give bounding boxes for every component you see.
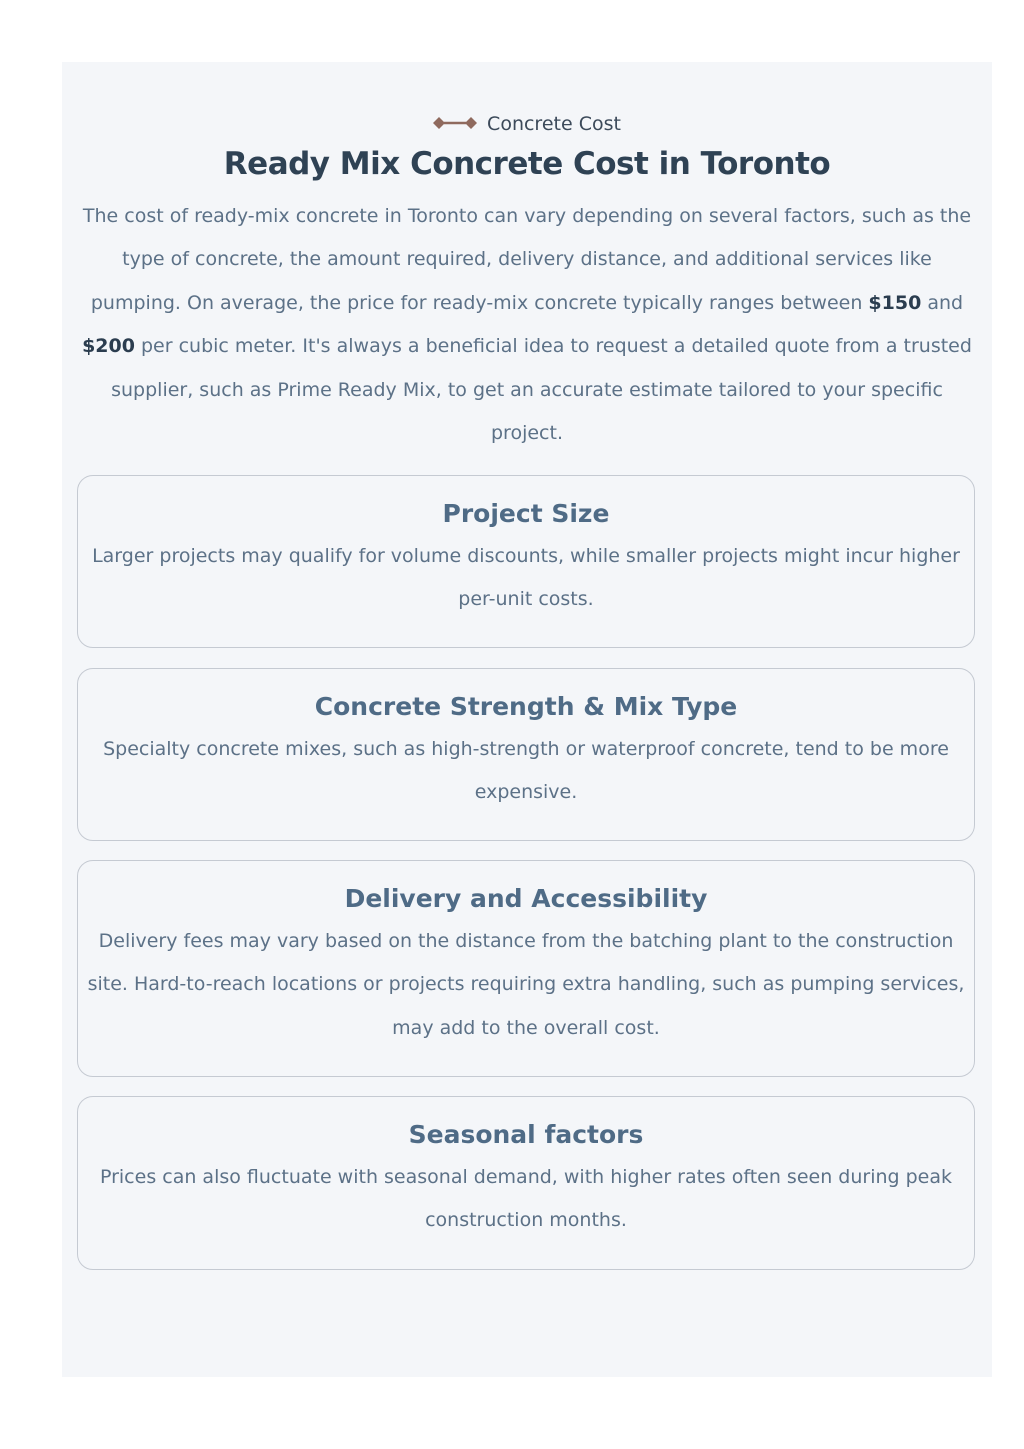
- eyebrow-label: Concrete Cost: [487, 113, 621, 135]
- price-low: $150: [868, 291, 922, 314]
- factor-card-description: Prices can also fluctuate with seasonal demand, with higher rates often seen during peak construction months.: [99, 1166, 953, 1232]
- factor-card-title: Seasonal factors: [408, 1120, 644, 1149]
- section-title: Ready Mix Concrete Cost in Toronto: [223, 146, 831, 182]
- factor-card-title: Project Size: [442, 499, 610, 528]
- intro-text-part-3: per cubic meter. It's always a beneficial idea to request a detailed quote from a trusted supplier, such as Prime Ready Mix, to get an accurate estimate tailored to your specific project.: [111, 335, 972, 445]
- factor-card-seasonal: [77, 1096, 975, 1270]
- factor-card-project-size: [77, 475, 975, 648]
- section-intro: [78, 195, 976, 455]
- factor-card-delivery-accessibility: [77, 860, 975, 1077]
- section-eyebrow: [0, 110, 1024, 138]
- factor-card-description: Delivery fees may vary based on the distance from the batching plant to the construction site. Hard-to-reach locations or projects requiring extra handling, such as pumping services, may add to the overall cost.: [87, 930, 965, 1039]
- factor-card-description: Specialty concrete mixes, such as high-strength or waterproof concrete, tend to be more expensive.: [103, 738, 949, 804]
- factor-card-title: Concrete Strength & Mix Type: [314, 692, 738, 721]
- factor-card-description: Larger projects may qualify for volume discounts, while smaller projects might incur higher per-unit costs.: [92, 545, 960, 611]
- intro-text-part-2: and: [921, 291, 964, 314]
- intro-text-part-1: The cost of ready-mix concrete in Toronto can vary depending on several factors, such as the type of concrete, the amount required, delivery distance, and additional services like pumping. On average, the price for ready-mix concrete typically ranges between: [82, 205, 972, 314]
- price-high: $200: [82, 335, 135, 358]
- factor-card-title: Delivery and Accessibility: [344, 884, 708, 913]
- diamond-divider-icon: [433, 116, 477, 130]
- factor-card-strength-mix: [77, 668, 975, 841]
